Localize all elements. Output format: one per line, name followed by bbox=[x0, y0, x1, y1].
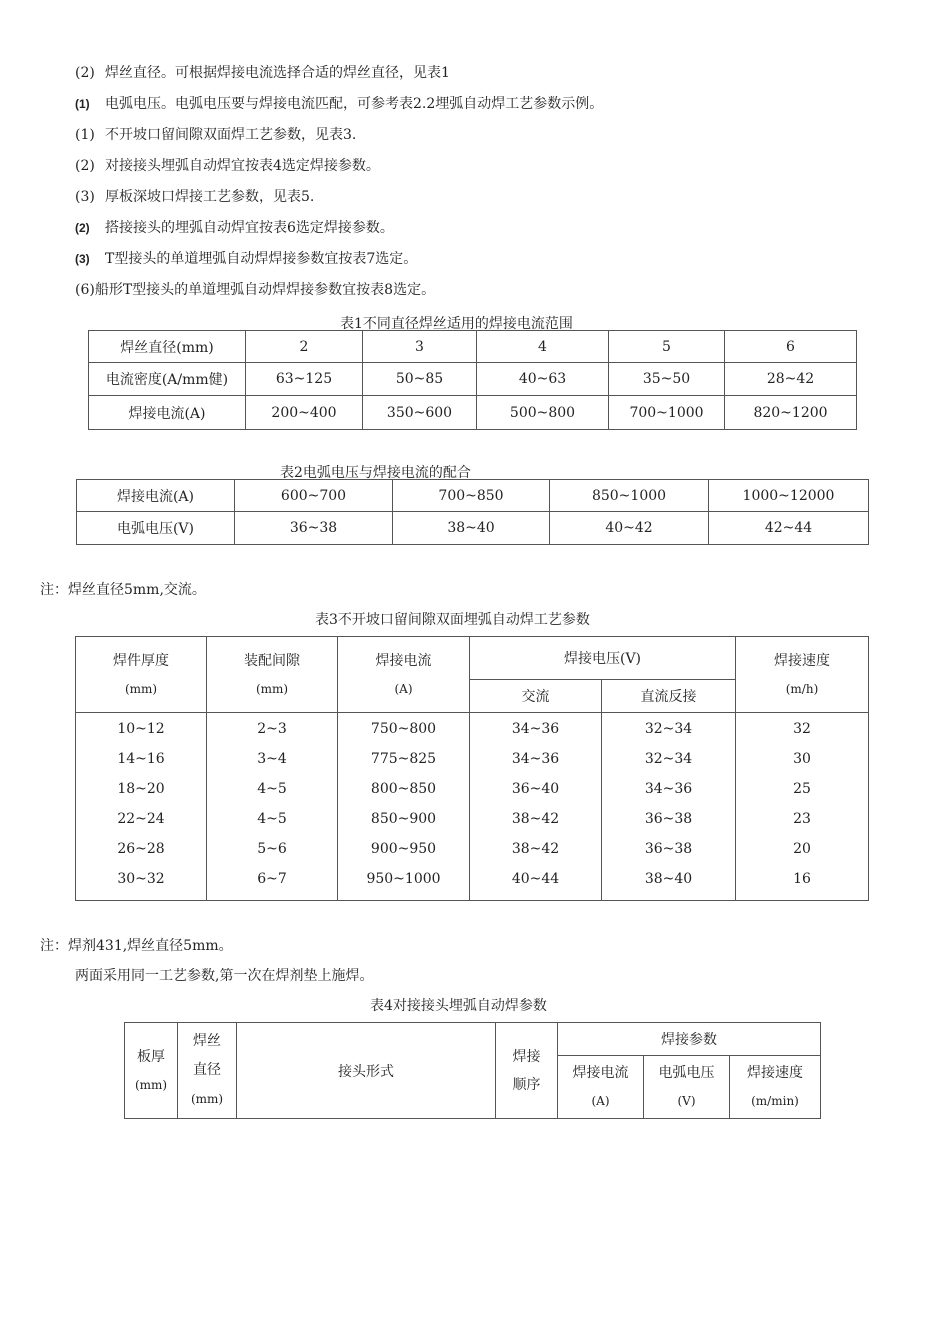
paragraph-text: T型接头的单道埋弧自动焊焊接参数宜按表7选定。 bbox=[105, 251, 418, 267]
header-unit: (mm) bbox=[124, 681, 158, 696]
header-params: 焊接参数 bbox=[558, 1023, 821, 1056]
table-cell: 28~42 bbox=[725, 363, 857, 396]
header-voltage: 焊接电压(V) bbox=[470, 637, 736, 680]
paragraph-text: 不开坡口留间隙双面焊工艺参数，见表3. bbox=[105, 127, 357, 143]
paragraph-number: (1) bbox=[75, 127, 95, 143]
table1-caption: 表1不同直径焊丝适用的焊接电流范围 bbox=[340, 316, 573, 332]
header-unit: (mm) bbox=[255, 681, 289, 696]
table-cell: 34~36 bbox=[511, 751, 560, 767]
table-cell: 焊丝直径(mm) bbox=[89, 331, 246, 363]
paragraph-number: (3) bbox=[75, 252, 90, 266]
header-label: 焊接速度 bbox=[747, 1065, 803, 1081]
table-cell: 40~44 bbox=[511, 871, 560, 887]
header-ac: 交流 bbox=[470, 680, 602, 713]
table-cell: 3~4 bbox=[257, 751, 287, 767]
paragraph-number: (2) bbox=[75, 65, 95, 81]
table-cell: 4 bbox=[477, 331, 609, 363]
table-cell: 850~900 bbox=[370, 811, 437, 827]
header-label: 焊件厚度 bbox=[113, 652, 169, 669]
table-cell: 23 bbox=[793, 811, 811, 827]
header-unit: (A) bbox=[394, 681, 413, 696]
table-cell: 500~800 bbox=[477, 396, 609, 430]
table-cell: 32 bbox=[793, 721, 811, 737]
table2-caption: 表2电弧电压与焊接电流的配合 bbox=[280, 465, 471, 481]
table-cell: 14~16 bbox=[117, 751, 165, 767]
table-cell: 22~24 bbox=[117, 811, 165, 827]
header-label: 板厚 bbox=[137, 1048, 165, 1065]
header-label: 顺序 bbox=[512, 1076, 541, 1093]
header-current bbox=[558, 1056, 644, 1119]
table-cell: 34~36 bbox=[644, 781, 693, 797]
table-cell: 10~12 bbox=[117, 721, 165, 737]
table-cell: 38~40 bbox=[393, 512, 550, 545]
table-cell: 850~1000 bbox=[550, 480, 709, 512]
table-header-row bbox=[125, 1023, 821, 1056]
header-label: 焊丝 bbox=[193, 1033, 221, 1049]
header-speed bbox=[736, 637, 869, 713]
table-cell: 32~34 bbox=[644, 721, 693, 737]
paragraph-number: (2) bbox=[75, 221, 90, 235]
table4-caption: 表4对接接头埋弧自动焊参数 bbox=[370, 998, 547, 1014]
table-cell: 36~40 bbox=[511, 781, 560, 797]
header-label: 直径 bbox=[193, 1062, 221, 1078]
table-cell: 20 bbox=[793, 841, 811, 857]
table-cell: 26~28 bbox=[117, 841, 165, 857]
header-unit: (mm) bbox=[190, 1092, 224, 1106]
header-label: 焊接速度 bbox=[774, 652, 831, 669]
column-ac bbox=[470, 713, 602, 901]
table-cell: 电流密度(A/mm健) bbox=[89, 363, 246, 396]
table-cell: 30 bbox=[793, 751, 811, 767]
table-cell: 2 bbox=[246, 331, 363, 363]
column-thickness bbox=[76, 713, 207, 901]
paragraph-4 bbox=[75, 155, 380, 175]
table-cell: 42~44 bbox=[709, 512, 869, 545]
table-cell: 36~38 bbox=[644, 841, 693, 857]
table-row bbox=[77, 480, 869, 512]
table-cell: 700~1000 bbox=[609, 396, 725, 430]
column-gap bbox=[207, 713, 338, 901]
table2-note: 注：焊丝直径5mm,交流。 bbox=[40, 582, 206, 598]
column-current bbox=[338, 713, 470, 901]
paragraph-text: 电弧电压。电弧电压要与焊接电流匹配，可参考表2.2埋弧自动焊工艺参数示例。 bbox=[105, 96, 604, 112]
table-cell: 5 bbox=[609, 331, 725, 363]
column-speed bbox=[736, 713, 869, 901]
table-cell: 4~5 bbox=[257, 811, 287, 827]
header-label: 焊接电流 bbox=[375, 652, 432, 669]
table-cell: 36~38 bbox=[644, 811, 693, 827]
table4 bbox=[124, 1022, 821, 1119]
paragraph-text: 焊丝直径。可根据焊接电流选择合适的焊丝直径，见表1 bbox=[105, 65, 450, 81]
table-body-row bbox=[76, 713, 869, 901]
table-cell: 600~700 bbox=[235, 480, 393, 512]
header-label: 电弧电压 bbox=[658, 1065, 715, 1081]
table1 bbox=[88, 330, 857, 430]
paragraph-number: (1) bbox=[75, 97, 90, 111]
header-dc: 直流反接 bbox=[602, 680, 736, 713]
table-cell: 5~6 bbox=[257, 841, 287, 857]
table-cell: 50~85 bbox=[363, 363, 477, 396]
table-cell: 38~42 bbox=[511, 841, 560, 857]
paragraph-text: 对接接头埋弧自动焊宜按表4选定焊接参数。 bbox=[105, 158, 380, 174]
column-dc bbox=[602, 713, 736, 901]
table-cell: 1000~12000 bbox=[709, 480, 869, 512]
table-cell: 820~1200 bbox=[725, 396, 857, 430]
header-current bbox=[338, 637, 470, 713]
table3-note-2: 两面采用同一工艺参数,第一次在焊剂垫上施焊。 bbox=[75, 968, 374, 984]
paragraph-1 bbox=[75, 62, 450, 82]
table-cell: 800~850 bbox=[370, 781, 437, 797]
header-thickness bbox=[125, 1023, 178, 1119]
table-cell: 700~850 bbox=[393, 480, 550, 512]
table3 bbox=[75, 636, 869, 901]
table-cell: 30~32 bbox=[117, 871, 165, 887]
header-wire-diameter bbox=[178, 1023, 237, 1119]
table-cell: 32~34 bbox=[644, 751, 693, 767]
paragraph-7 bbox=[75, 248, 417, 268]
header-speed bbox=[730, 1056, 821, 1119]
table-cell: 焊接电流(A) bbox=[89, 396, 246, 430]
table-header-row bbox=[76, 637, 869, 680]
paragraph-8 bbox=[75, 279, 435, 299]
table-row bbox=[89, 331, 857, 363]
table3-caption: 表3不开坡口留间隙双面埋弧自动焊工艺参数 bbox=[315, 612, 590, 628]
paragraph-text: 厚板深坡口焊接工艺参数，见表5. bbox=[105, 189, 315, 205]
table-cell: 3 bbox=[363, 331, 477, 363]
paragraph-number: (3) bbox=[75, 189, 95, 205]
paragraph-text: 搭接接头的埋弧自动焊宜按表6选定焊接参数。 bbox=[105, 220, 394, 236]
header-label: 焊接电流 bbox=[572, 1065, 629, 1081]
table-cell: 900~950 bbox=[370, 841, 437, 857]
header-joint-form: 接头形式 bbox=[237, 1023, 496, 1119]
table-row bbox=[89, 396, 857, 430]
table2 bbox=[76, 479, 869, 545]
table-cell: 36~38 bbox=[235, 512, 393, 545]
table-cell: 38~40 bbox=[644, 871, 693, 887]
table-cell: 18~20 bbox=[117, 781, 165, 797]
table-cell: 40~42 bbox=[550, 512, 709, 545]
table-cell: 775~825 bbox=[370, 751, 437, 767]
table-cell: 950~1000 bbox=[366, 871, 441, 887]
paragraph-5 bbox=[75, 186, 314, 206]
header-unit: (mm) bbox=[134, 1077, 168, 1092]
paragraph-6 bbox=[75, 217, 394, 237]
paragraph-text: (6)船形T型接头的单道埋弧自动焊焊接参数宜按表8选定。 bbox=[75, 282, 436, 298]
table-cell: 200~400 bbox=[246, 396, 363, 430]
table-cell: 750~800 bbox=[370, 721, 437, 737]
table-cell: 35~50 bbox=[609, 363, 725, 396]
paragraph-2 bbox=[75, 93, 603, 113]
header-label: 装配间隙 bbox=[244, 652, 300, 669]
table-cell: 6 bbox=[725, 331, 857, 363]
header-unit: (V) bbox=[677, 1094, 696, 1108]
table-cell: 16 bbox=[793, 871, 811, 887]
table-cell: 38~42 bbox=[511, 811, 560, 827]
header-gap bbox=[207, 637, 338, 713]
table-cell: 2~3 bbox=[257, 721, 287, 737]
header-thickness bbox=[76, 637, 207, 713]
header-unit: (A) bbox=[591, 1094, 610, 1108]
table-row bbox=[77, 512, 869, 545]
header-unit: (m/h) bbox=[785, 681, 819, 696]
header-order bbox=[496, 1023, 558, 1119]
header-unit: (m/min) bbox=[751, 1094, 799, 1108]
table-cell: 34~36 bbox=[511, 721, 560, 737]
table-cell: 350~600 bbox=[363, 396, 477, 430]
header-label: 焊接 bbox=[512, 1048, 541, 1065]
table-cell: 25 bbox=[793, 781, 811, 797]
header-voltage bbox=[644, 1056, 730, 1119]
table-cell: 焊接电流(A) bbox=[77, 480, 235, 512]
paragraph-3 bbox=[75, 124, 356, 144]
table-cell: 6~7 bbox=[257, 871, 287, 887]
table-cell: 4~5 bbox=[257, 781, 287, 797]
table3-note-1: 注：焊剂431,焊丝直径5mm。 bbox=[40, 938, 233, 954]
table-row bbox=[89, 363, 857, 396]
table-cell: 电弧电压(V) bbox=[77, 512, 235, 545]
paragraph-number: (2) bbox=[75, 158, 95, 174]
table-cell: 40~63 bbox=[477, 363, 609, 396]
table-cell: 63~125 bbox=[246, 363, 363, 396]
